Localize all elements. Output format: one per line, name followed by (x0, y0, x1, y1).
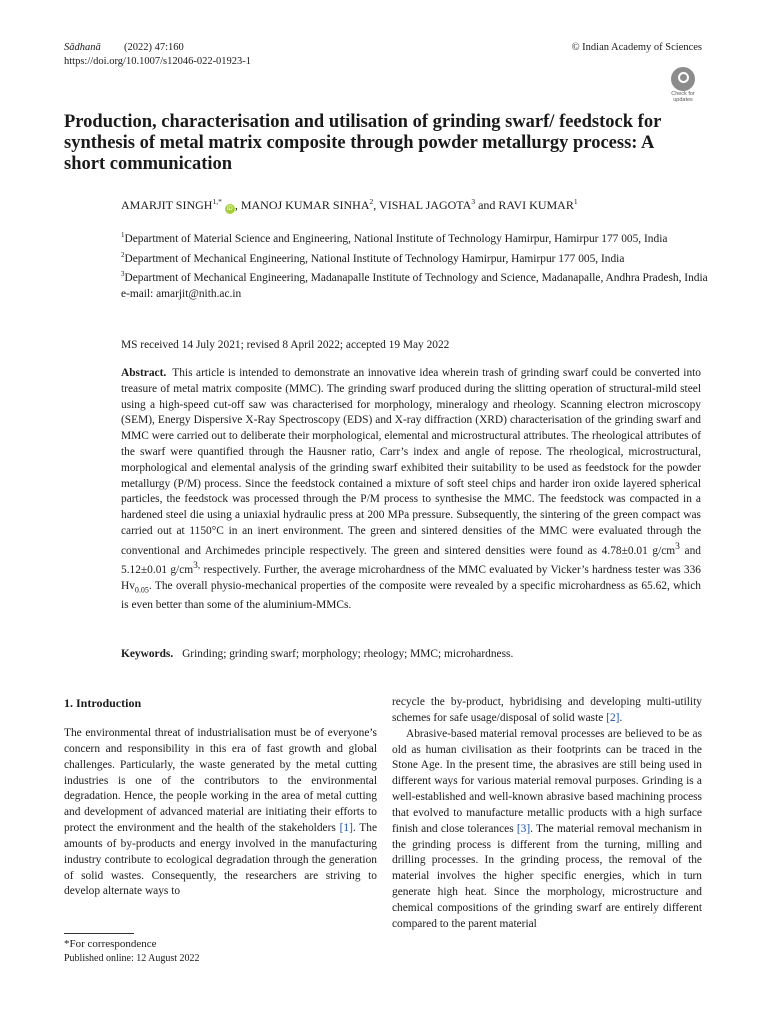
affiliations (121, 228, 711, 303)
affiliation-2-text: Department of Mechanical Engineering, National Institute of Technology Hamirpur, Hamirpur 177 005, India (124, 252, 625, 265)
keywords-label: Keywords. (121, 648, 174, 660)
author-1-sup: 1,* (212, 197, 222, 206)
col2-text-1: recycle the by-product, hybridising and developing multi-utility schemes for safe usage/disposal of solid waste (392, 696, 702, 724)
column-1-paragraph (64, 726, 377, 900)
section-heading: 1. Introduction (64, 696, 142, 710)
journal-header (64, 41, 184, 55)
abstract-text-2: and 5.12±0.01 g/cm (121, 544, 701, 577)
author-list (121, 194, 721, 214)
col2-text-2b: . The material removal mechanism in the grinding process is different from the turning, milling and drilling processes. In the grinding process, the removal of the material involves the higher specific energies, which in turn generate high heat. Since the morphology, microstructure and chemical compositions of the grinding swarf are entirely different compared to the parent material (392, 822, 702, 930)
badge-line-1: Check for (671, 91, 695, 97)
abstract-sup-1: 3 (675, 541, 680, 552)
abstract-text-3: respectively. Further, the average microhardness of the MMC evaluated by Vicker’s hardness tester was 336 Hv (121, 564, 701, 592)
journal-volume: (2022) 47:160 (124, 42, 184, 53)
badge-line-2: updates (673, 97, 693, 103)
abstract-text-4: . The overall physio-mechanical properties of the composite were revealed by a specific microhardness as 65.62, which is even better than some of the aluminium-MMCs. (121, 579, 701, 612)
citation-link-1[interactable]: [1] (339, 822, 353, 835)
affiliation-1-sup: 1 (121, 231, 125, 239)
article-title: Production, characterisation and utilisation of grinding swarf/ feedstock for synthesis of metal matrix composite through powder metallurgy process: A short communication (64, 112, 661, 174)
col1-text-1: The environmental threat of industrialisation must be of everyone’s concern and responsibility in this era of fast growth and global challenges. Particularly, the waste generated by the metal cutting industries is one of the contributors to the environmental degradation. Hence, the people working in the area of metal cutting and development of advanced material are initiating their efforts to protect the environment and the health of the stakeholders (64, 727, 377, 835)
col2-paragraph-1 (392, 695, 702, 727)
citation-link-2[interactable]: [2] (606, 711, 620, 724)
affiliation-3-sup: 3 (121, 270, 125, 279)
affiliation-1-text: Department of Material Science and Engineering, National Institute of Technology Hamirpur, Hamirpur 177 005, India (124, 232, 668, 245)
author-3: , VISHAL JAGOTA (373, 198, 472, 212)
check-for-updates-badge[interactable] (664, 67, 702, 103)
footnote-published: Published online: 12 August 2022 (64, 953, 200, 964)
citation-link-3[interactable]: [3] (516, 822, 531, 835)
col2-text-1b: . (619, 711, 623, 724)
affiliation-2-sup: 2 (121, 250, 125, 259)
publisher: © Indian Academy of Sciences (571, 42, 702, 53)
affiliation-2 (121, 248, 711, 268)
affiliation-3-text: Department of Mechanical Engineering, Madanapalle Institute of Technology and Science, Madanapalle, Andhra Pradesh, India (124, 271, 708, 284)
author-3-sup: 3 (471, 197, 476, 206)
abstract (121, 366, 701, 614)
keywords-text: Grinding; grinding swarf; morphology; rheology; MMC; microhardness. (182, 648, 514, 660)
column-2 (392, 695, 702, 933)
keywords (121, 646, 701, 662)
abstract-label: Abstract. (121, 367, 167, 379)
author-4-sup: 1 (573, 197, 578, 206)
abstract-sup-2: 3, (193, 561, 201, 572)
abstract-sub-1: 0.05 (134, 585, 149, 595)
check-updates-icon (671, 67, 695, 91)
footnote-correspondence: *For correspondence (64, 938, 157, 950)
orcid-icon[interactable]: iD (225, 204, 235, 214)
author-2-sup: 2 (369, 197, 374, 206)
author-4: and RAVI KUMAR (475, 198, 574, 212)
col2-paragraph-2 (392, 727, 702, 933)
journal-name: Sādhanā (64, 42, 101, 53)
footnote-divider (64, 933, 134, 934)
affiliation-1 (121, 228, 711, 248)
col2-text-2: Abrasive-based material removal processes are believed to be as old as human civilisation as their footprints can be traced in the Stone Age. In the present time, the abrasives are still being used in different ways for various material removal purposes. Grinding is a well-established and well-known abrasive based machining process that evolved to manufacture metallic products with a high surface finish and close tolerances (392, 727, 702, 835)
author-2: , MANOJ KUMAR SINHA (234, 198, 370, 212)
affiliation-3 (121, 267, 711, 287)
doi-link[interactable]: https://doi.org/10.1007/s12046-022-01923-1 (64, 56, 252, 67)
author-1: AMARJIT SINGH (121, 198, 213, 212)
col1-text-2: . The amounts of by-products and energy involved in the manufacturing industry contribute to ecological degradation through the generation of solid wastes. Consequently, the researchers are striving to develop alternate ways to (64, 822, 377, 898)
contact-email[interactable]: e-mail: amarjit@nith.ac.in (121, 287, 242, 300)
abstract-text-1: This article is intended to demonstrate an innovative idea wherein trash of grinding swarf could be converted into treasure of metal matrix composite (MMC). The grinding swarf produced during the slitting operation of structural-mild steel using a high-speed cut-off saw was characterised for morphology, mineralogy and rheology. Scanning electron microscopy (SEM), Energy Dispersive X-Ray Spectroscopy (EDS) and X-ray diffraction (XRD) characterisation of the grinding swarf and MMC were carried out to deliberate their morphological, elemental and microstructural attributes. The rheological attributes of the swarf were quantified through the Hausner ratio, Carr’s index and angle of repose. The rheological, microstructural, morphological and elemental analysis of the grinding swarf exhibited their suitability to be used as feedstock for the powder metallurgy (P/M) process. Since the feedstock contained a mixture of soft steel chips and harder iron oxide layered spherical particles, the feedstock was processed through the P/M process to synthesise the MMC. The feedstock was compacted in a hardened steel die using a uniaxial hydraulic press at 200 MPa pressure. Subsequently, the sintering of the green compact was carried out at 1150°C in an inert environment. The green and sintered densities of the MMC were evaluated through the conventional and Archimedes principle respectively. The green and sintered densities were found as 4.78±0.01 g/cm (121, 367, 701, 557)
manuscript-dates: MS received 14 July 2021; revised 8 April 2022; accepted 19 May 2022 (121, 339, 450, 351)
